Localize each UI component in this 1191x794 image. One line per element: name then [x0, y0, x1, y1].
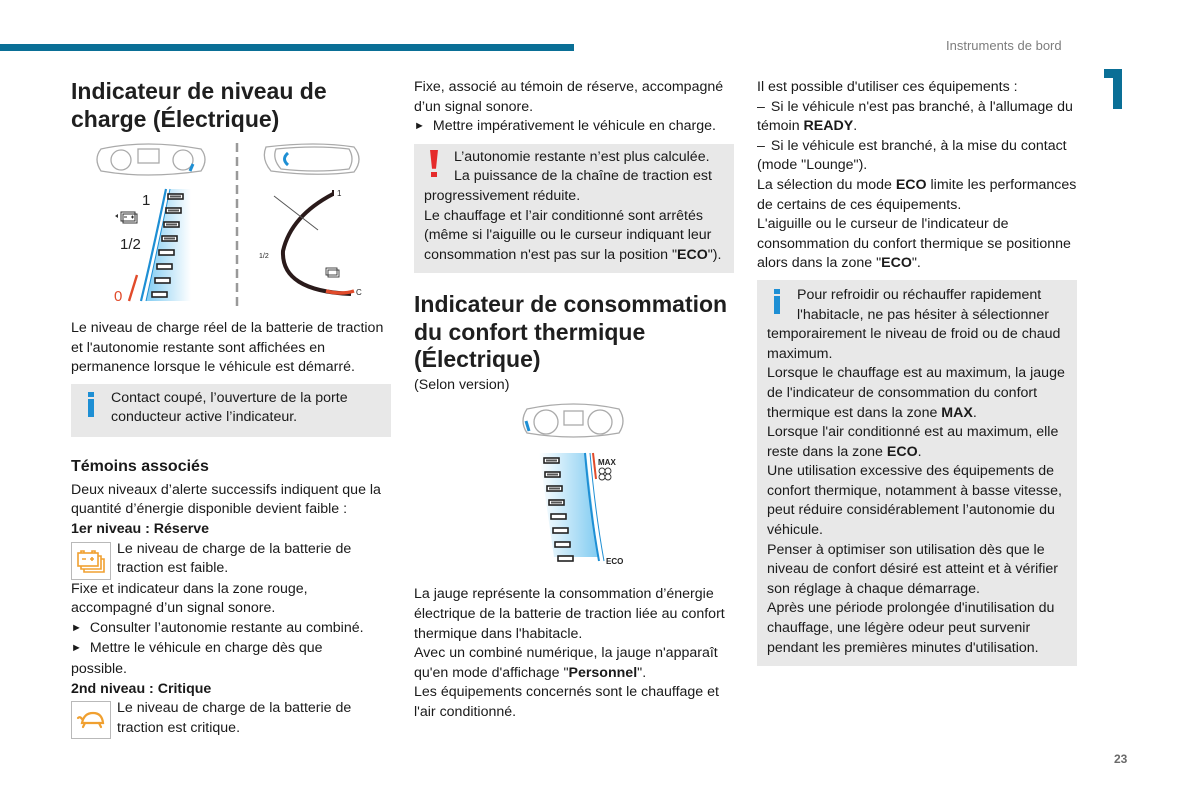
- subtitle-associated-lamps: Témoins associés: [71, 457, 209, 475]
- gauge-label-half: 1/2: [120, 236, 141, 253]
- thermal-label-max: MAX: [598, 458, 616, 468]
- charge-level-figure: [71, 141, 391, 313]
- alert-intro-text: Deux niveaux d’alerte successifs indiquent que la quantité d’énergie disponible devient faible :: [71, 481, 381, 518]
- thermal-body-3: Les équipements concernés sont le chauffage et l'air conditionné.: [414, 684, 719, 720]
- turtle-icon: [75, 708, 107, 732]
- fan-icon: [599, 468, 611, 480]
- thermal-label-eco: ECO: [606, 557, 624, 567]
- usage-dash-2: – Si le véhicule est branché, à la mise du contact (mode "Lounge").: [757, 137, 1077, 176]
- info-note-thermal: Pour refroidir ou réchauffer rapidement l'habitacle, ne pas hésiter à sélectionner temporairement le niveau de froid ou de chaud maximum. Lorsque le chauffage est au maximum, la jauge de l'indicateur de consommation du confort thermique est dans la zone MAX. Lorsque l'air conditionné est au maximum, elle reste dans la zone ECO. Une utilisation excessive des équipements de confort thermique, notamment à basse vitesse, peut réduire considérablement l’autonomie du véhicule. Penser à optimiser son utilisation dès que le niveau de confort désiré est atteint et à vérifier son réglage à chaque démarrage. Après une période prolongée d'inutilisation du chauffage, une légère odeur peut survenir pendant les premières minutes d'utilisation.: [757, 280, 1077, 666]
- thermal-gauge-illustration: [414, 401, 734, 577]
- battery-icon: [121, 212, 137, 223]
- warning-note: L’autonomie restante n’est plus calculée. La puissance de la chaîne de traction est progressivement réduite. Le chauffage et l’air conditionné sont arrêtés (même si l'aiguille ou le curseur indiquant leur consommation n'est pas sur la position "ECO").: [414, 144, 734, 274]
- column-charge-level: Indicateur de niveau de charge (Électrique) 1 1/2 0 1 1/2 C Le niveau de charge réel de la batterie de traction et l'autonomie restante sont affichées en permanence lorsque le véhicule est démarré. Contact coupé, l’ouverture de la porte conducteur active l’indicateur. Témoins associés Deux niveaux d’alerte successifs indiquent que la quantité d’énergie disponible devient faible : 1er niveau : Réserve Le niveau de charge de la batterie de traction est faible. Fixe et indicateur dans la zone rouge, accompagné d’un signal sonore. ► Consulter l’autonomie restante au combiné. ► Mettre le véhicule en charge dès que possible. 2nd niveau : Critique Le niveau de charge de la batterie de traction est critique.: [71, 78, 391, 739]
- section-title-thermal: Indicateur de consommation du confort thermique (Électrique): [414, 291, 728, 373]
- level2-lamp-row: Le niveau de charge de la batterie de traction est critique.: [71, 699, 391, 739]
- info-icon: [81, 389, 103, 425]
- thermal-body-2: Avec un combiné numérique, la jauge n'apparaît qu'en mode d'affichage "Personnel".: [414, 645, 718, 681]
- charge-intro-text: Le niveau de charge réel de la batterie de traction et l'autonomie restante sont affichées en permanence lorsque le véhicule est démarré.: [71, 320, 384, 376]
- level2-title: 2nd niveau : Critique: [71, 680, 212, 697]
- reserve-battery-lamp: [71, 542, 111, 580]
- warning-exclamation-icon: [424, 148, 446, 182]
- level1-detail: Fixe et indicateur dans la zone rouge, accompagné d’un signal sonore.: [71, 580, 308, 617]
- svg-text:C: C: [356, 288, 362, 297]
- thermal-body-1: La jauge représente la consommation d’énergie électrique de la batterie de traction liée au confort thermique dans l'habitacle.: [414, 586, 725, 642]
- header-accent-bar: [0, 44, 574, 51]
- gauge-label-full: 1: [142, 192, 151, 209]
- charge-bar-gauge: [114, 189, 191, 305]
- level1-title: 1er niveau : Réserve: [71, 520, 210, 537]
- svg-text:1/2: 1/2: [259, 253, 269, 260]
- needle-text: L'aiguille ou le curseur de l'indicateur de consommation du confort thermique se positionne alors dans la zone "ECO".: [757, 216, 1071, 272]
- eco-mode-text: La sélection du mode ECO limite les performances de certains de ces équipements.: [757, 176, 1077, 213]
- charge-now-bullet: ► Mettre impérativement le véhicule en charge.: [414, 117, 736, 138]
- charge-dial-gauge: [259, 189, 362, 297]
- level1-bullet-consult: ► Consulter l’autonomie restante au combiné.: [71, 619, 391, 640]
- info-note-door: Contact coupé, l’ouverture de la porte conducteur active l’indicateur.: [71, 384, 391, 437]
- usage-dash-1: – Si le véhicule n'est pas branché, à l'allumage du témoin READY.: [757, 98, 1077, 137]
- usage-intro: Il est possible d'utiliser ces équipements :: [757, 79, 1018, 95]
- thermal-figure: [414, 401, 736, 577]
- gauge-label-empty: 0: [114, 288, 123, 305]
- column-equipment-usage: [757, 78, 1077, 666]
- section-title-charge-level: Indicateur de niveau de charge (Électrique): [71, 78, 327, 132]
- page-number: 23: [1114, 752, 1128, 766]
- battery-warning-icon: [75, 547, 107, 575]
- column-thermal-comfort: [414, 78, 736, 723]
- level1-bullet-charge: ► Mettre le véhicule en charge dès que: [71, 639, 391, 660]
- critical-turtle-lamp: [71, 701, 111, 739]
- chapter-number-badge: [1102, 69, 1124, 109]
- info-icon: [767, 286, 789, 320]
- charge-gauge-illustration: [71, 141, 391, 313]
- chapter-title: Instruments de bord: [946, 38, 1062, 53]
- svg-text:1: 1: [337, 189, 342, 198]
- version-note: (Selon version): [414, 376, 510, 393]
- level1-lamp-row: Le niveau de charge de la batterie de traction est faible.: [71, 540, 391, 580]
- continued-text: Fixe, associé au témoin de réserve, accompagné d’un signal sonore.: [414, 79, 724, 115]
